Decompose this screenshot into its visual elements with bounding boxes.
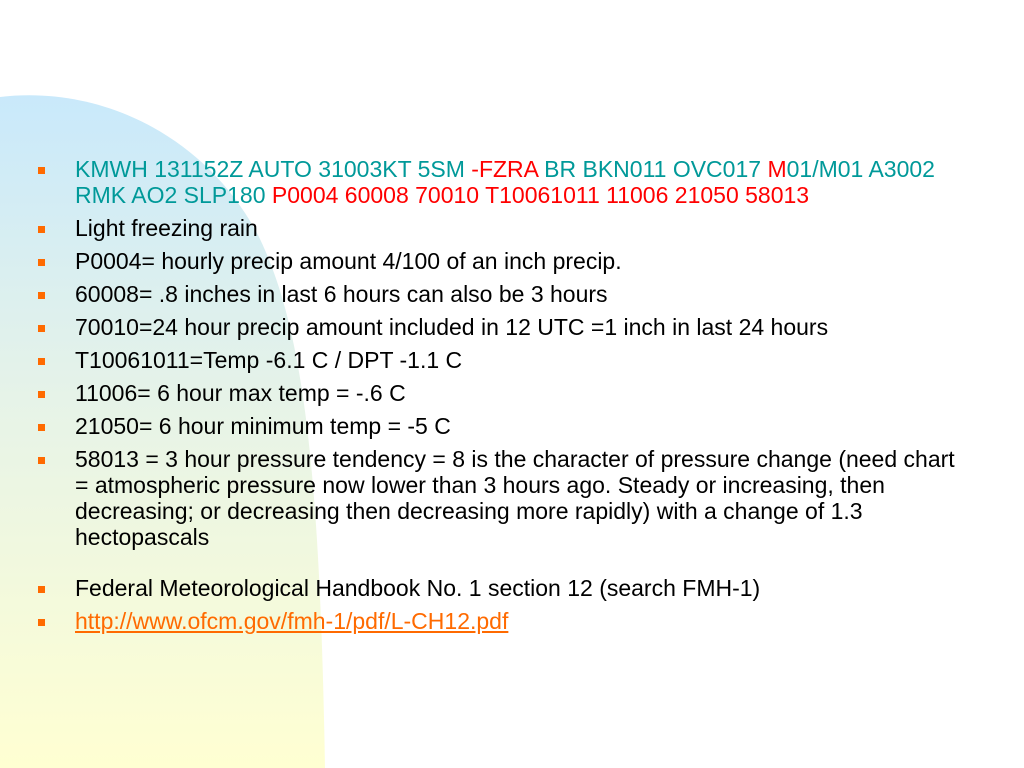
square-bullet-icon (38, 391, 45, 398)
metar-text-2: -FZRA (471, 156, 538, 182)
list-item-text: 70010=24 hour precip amount included in 12 UTC =1 inch in last 24 hours (75, 314, 829, 340)
list-item-text: T10061011=Temp -6.1 C / DPT -1.1 C (75, 347, 463, 373)
metar-text-4: M (767, 156, 787, 182)
list-item-text: 58013 = 3 hour pressure tendency = 8 is the character of pressure change (need chart = atmospheric pressure now lower than 3 hours ago. Steady or increasing, then decreasing; or decreasing then decreasing more rapidly) with a change of 1.3 hectopascals (75, 446, 955, 550)
square-bullet-icon (38, 586, 45, 593)
reference-text: Federal Meteorological Handbook No. 1 section 12 (search FMH-1) (75, 575, 761, 601)
list-item (36, 446, 966, 550)
square-bullet-icon (38, 292, 45, 299)
list-item-text: P0004= hourly precip amount 4/100 of an inch precip. (75, 248, 622, 274)
list-item (36, 380, 966, 406)
list-item-link (36, 608, 966, 634)
metar-text-1: KMWH 131152Z AUTO 31003KT 5SM (75, 156, 472, 182)
list-item-reference (36, 575, 966, 601)
list-item (36, 215, 966, 241)
bullet-list (36, 156, 966, 641)
list-item (36, 314, 966, 340)
list-item-text: 11006= 6 hour max temp = -.6 C (75, 380, 406, 406)
square-bullet-icon (38, 457, 45, 464)
square-bullet-icon (38, 325, 45, 332)
metar-text-3: BR BKN011 OVC017 (537, 156, 768, 182)
list-item-text: Light freezing rain (75, 215, 258, 241)
square-bullet-icon (38, 259, 45, 266)
list-item (36, 281, 966, 307)
list-item (36, 248, 966, 274)
fmh-pdf-link[interactable]: http://www.ofcm.gov/fmh-1/pdf/L-CH12.pdf (75, 608, 509, 634)
square-bullet-icon (38, 226, 45, 233)
list-item-metar (36, 156, 966, 208)
list-item (36, 347, 966, 373)
list-item (36, 413, 966, 439)
list-item-text: 21050= 6 hour minimum temp = -5 C (75, 413, 451, 439)
metar-text-6: P0004 60008 70010 T10061011 11006 21050 58013 (271, 182, 810, 208)
square-bullet-icon (38, 619, 45, 626)
square-bullet-icon (38, 424, 45, 431)
square-bullet-icon (38, 358, 45, 365)
square-bullet-icon (38, 167, 45, 174)
list-item-text: 60008= .8 inches in last 6 hours can also be 3 hours (75, 281, 608, 307)
metar-text-5: 01/M01 A3002 RMK AO2 SLP180 (75, 156, 935, 208)
